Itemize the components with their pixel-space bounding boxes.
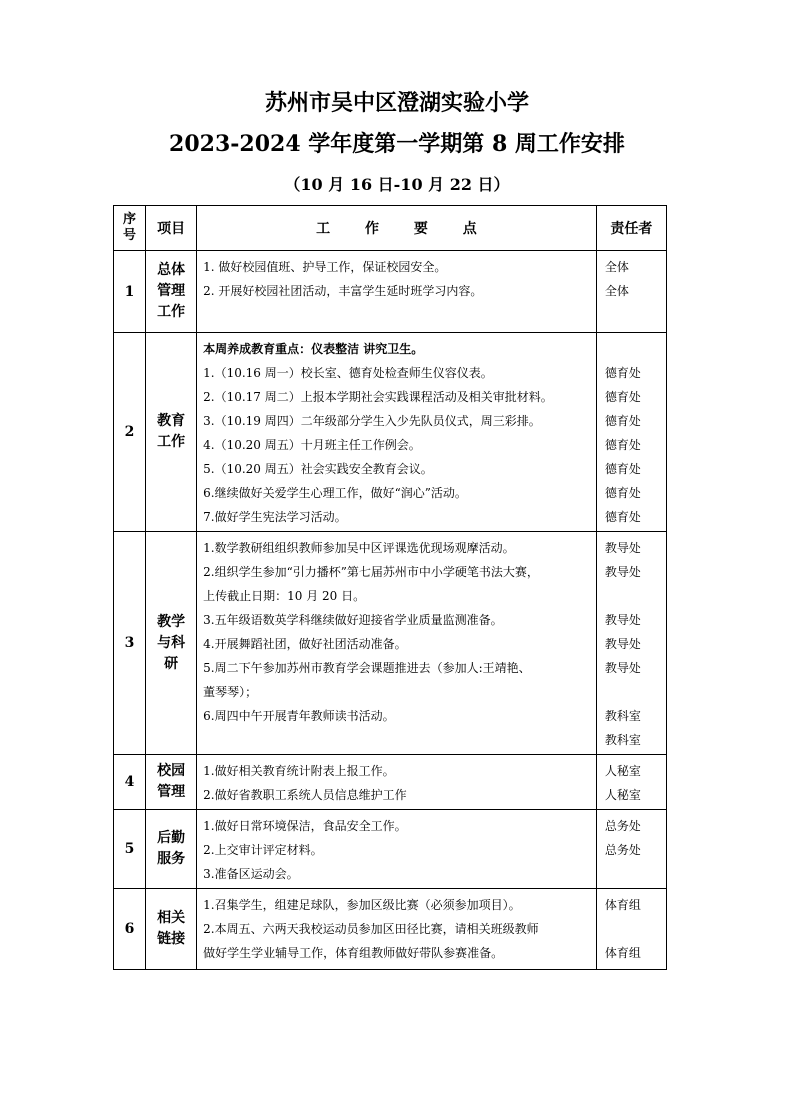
row-number: 1 [114, 251, 146, 333]
responsible-entry: 体育组 [604, 898, 641, 912]
table-row [114, 251, 667, 333]
row-responsible [596, 532, 666, 755]
responsible-entry [605, 917, 660, 941]
row-responsible [596, 251, 666, 333]
responsible-entry: 全体 [604, 284, 629, 298]
row-work-points [197, 810, 597, 889]
work-point-line: 6.继续做好关爱学生心理工作，做好“润心”活动。 [203, 486, 467, 500]
row-responsible [596, 755, 666, 810]
work-point-line: 6.周四中午开展青年教师读书活动。 [203, 709, 395, 723]
header-no: 序号 [114, 206, 146, 251]
row-number: 5 [114, 810, 146, 889]
work-point-line: 2.上交审计评定材料。 [203, 843, 323, 857]
work-point-line: 董琴琴）； [203, 685, 258, 699]
responsible-entry: 教科室 [604, 709, 641, 723]
responsible-entry: 教导处 [604, 541, 641, 555]
work-point-line: 5.周二下午参加苏州市教育学会课题推进去（参加人:王靖艳、 [203, 661, 531, 675]
row-responsible [596, 889, 666, 970]
header-item: 项目 [146, 206, 197, 251]
work-point-line: 4.开展舞蹈社团，做好社团活动准备。 [203, 637, 407, 651]
responsible-entry: 全体 [604, 260, 629, 274]
work-point-line: 本周养成教育重点：仪表整洁 讲究卫生。 [203, 342, 424, 356]
row-item: 相关链接 [146, 889, 197, 970]
row-item: 教育工作 [146, 333, 197, 532]
responsible-entry: 体育组 [604, 946, 641, 960]
header-resp: 责任者 [596, 206, 666, 251]
table-row [114, 755, 667, 810]
work-point-line: 3.准备区运动会。 [203, 867, 299, 881]
work-point-line: 2.（10.17 周二）上报本学期社会实践课程活动及相关审批材料。 [203, 390, 553, 404]
row-work-points [197, 532, 597, 755]
responsible-entry: 德育处 [604, 486, 641, 500]
row-item: 校园管理 [146, 755, 197, 810]
row-responsible [596, 333, 666, 532]
document-title: 2023-2024 学年度第一学期第 8 周工作安排 [169, 131, 625, 157]
responsible-entry: 总务处 [604, 819, 641, 833]
table-row [114, 532, 667, 755]
work-point-line: 2.本周五、六两天我校运动员参加区田径比赛，请相关班级教师 [203, 922, 539, 936]
responsible-entry: 人秘室 [604, 788, 641, 802]
work-point-line: 3.（10.19 周四）二年级部分学生入少先队员仪式，周三彩排。 [203, 414, 541, 428]
responsible-entry: 德育处 [604, 438, 641, 452]
date-range: （10 月 16 日-10 月 22 日） [284, 175, 510, 194]
table-row [114, 889, 667, 970]
responsible-entry: 人秘室 [604, 764, 641, 778]
row-work-points [197, 333, 597, 532]
row-work-points [197, 889, 597, 970]
work-point-line: 2.做好省教职工系统人员信息维护工作 [203, 788, 407, 802]
work-point-line: 2.组织学生参加“引力播杯”第七届苏州市中小学硬笔书法大赛， [203, 565, 539, 579]
row-item: 总体管理工作 [146, 251, 197, 333]
row-work-points [197, 251, 597, 333]
row-number: 4 [114, 755, 146, 810]
school-name: 苏州市吴中区澄湖实验小学 [264, 90, 529, 116]
work-point-line: 5.（10.20 周五）社会实践安全教育会议。 [203, 462, 433, 476]
row-number: 2 [114, 333, 146, 532]
work-point-line: 1.做好相关教育统计附表上报工作。 [203, 764, 395, 778]
responsible-entry: 教导处 [604, 565, 641, 579]
row-item: 后勤服务 [146, 810, 197, 889]
work-point-line: 7.做好学生宪法学习活动。 [203, 510, 347, 524]
responsible-entry: 教导处 [604, 661, 641, 675]
responsible-entry: 教科室 [604, 733, 641, 747]
responsible-entry: 教导处 [604, 637, 641, 651]
row-item: 教学与科研 [146, 532, 197, 755]
work-point-line: 4.（10.20 周五）十月班主任工作例会。 [203, 438, 421, 452]
responsible-entry: 德育处 [604, 414, 641, 428]
work-point-line: 做好学生学业辅导工作，体育组教师做好带队参赛准备。 [203, 946, 504, 960]
responsible-entry: 教导处 [604, 613, 641, 627]
work-point-line: 1.（10.16 周一）校长室、德育处检查师生仪容仪表。 [203, 366, 493, 380]
table-header-row [114, 206, 667, 251]
responsible-entry [605, 584, 660, 608]
work-point-line: 1. 做好校园值班、护导工作，保证校园安全。 [203, 260, 447, 274]
work-point-line: 上传截止日期：10 月 20 日。 [203, 589, 366, 603]
work-point-line: 3.五年级语数英学科继续做好迎接省学业质量监测准备。 [203, 613, 503, 627]
responsible-entry: 德育处 [604, 462, 641, 476]
row-number: 6 [114, 889, 146, 970]
table-row [114, 333, 667, 532]
row-number: 3 [114, 532, 146, 755]
responsible-entry [605, 680, 660, 704]
responsible-entry: 德育处 [604, 366, 641, 380]
row-work-points [197, 755, 597, 810]
row-responsible [596, 810, 666, 889]
work-point-line: 1.召集学生，组建足球队，参加区级比赛（必须参加项目）。 [203, 898, 521, 912]
responsible-entry: 德育处 [604, 510, 641, 524]
responsible-entry [605, 337, 660, 361]
work-point-line: 1.做好日常环境保洁，食品安全工作。 [203, 819, 407, 833]
work-point-line: 2. 开展好校园社团活动，丰富学生延时班学习内容。 [203, 284, 483, 298]
table-row [114, 810, 667, 889]
header-points: 工 作 要 点 [197, 206, 597, 251]
work-point-line: 1.数学教研组组织教师参加吴中区评课选优现场观摩活动。 [203, 541, 515, 555]
responsible-entry: 德育处 [604, 390, 641, 404]
responsible-entry: 总务处 [604, 843, 641, 857]
schedule-table [113, 205, 667, 970]
